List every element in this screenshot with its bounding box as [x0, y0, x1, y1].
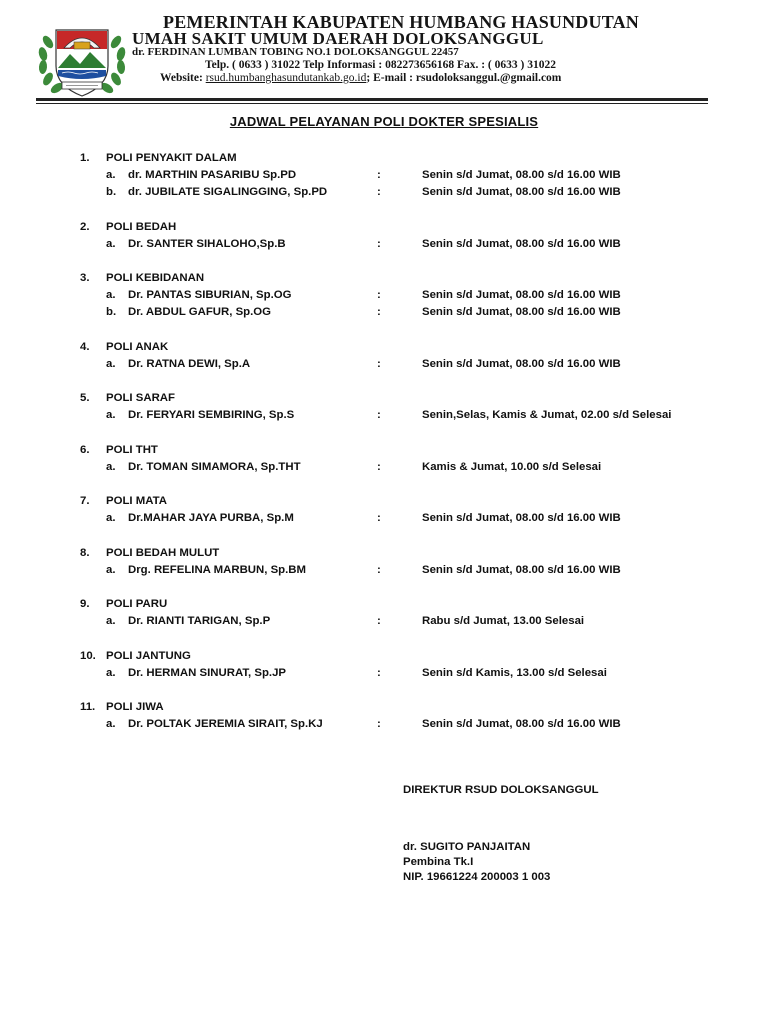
doctor-schedule: Senin s/d Jumat, 08.00 s/d 16.00 WIB — [422, 186, 621, 198]
separator-colon: : — [377, 718, 381, 730]
website-link[interactable]: rsud.humbanghasundutankab.go.id — [205, 72, 367, 84]
doctor-schedule: Senin s/d Kamis, 13.00 s/d Selesai — [422, 666, 607, 679]
schedule-list — [0, 150, 768, 751]
doctor-row — [0, 510, 768, 527]
poli-section — [0, 219, 768, 253]
poli-name: POLI BEDAH — [106, 220, 177, 233]
poli-number: 5. — [80, 392, 90, 404]
separator-colon: : — [377, 237, 381, 250]
poli-number: 4. — [80, 340, 90, 353]
doctor-schedule: Senin s/d Jumat, 08.00 s/d 16.00 WIB — [422, 289, 621, 301]
poli-heading — [0, 339, 768, 356]
doctor-name: dr. MARTHIN PASARIBU Sp.PD — [128, 169, 297, 181]
poli-number: 10. — [80, 649, 96, 662]
document-title: JADWAL PELAYANAN POLI DOKTER SPESIALIS — [229, 114, 539, 129]
poli-name: POLI BEDAH MULUT — [106, 546, 220, 559]
poli-section — [0, 150, 768, 201]
doctor-name: Drg. REFELINA MARBUN, Sp.BM — [128, 563, 307, 576]
doctor-name: Dr. TOMAN SIMAMORA, Sp.THT — [128, 460, 301, 473]
doctor-name: dr. JUBILATE SIGALINGGING, Sp.PD — [128, 186, 328, 198]
letterhead-rule-thin — [36, 103, 708, 104]
doctor-letter: a. — [106, 460, 116, 473]
doctor-name: Dr. RIANTI TARIGAN, Sp.P — [128, 615, 271, 627]
signature-name: dr. SUGITO PANJAITAN — [403, 841, 531, 853]
separator-colon: : — [377, 169, 381, 181]
poli-heading — [0, 493, 768, 510]
doctor-row — [0, 236, 768, 253]
signature-rank: Pembina Tk.I — [403, 856, 474, 868]
doctor-letter: a. — [106, 409, 116, 421]
doctor-row — [0, 167, 768, 184]
poli-section — [0, 339, 768, 373]
doctor-row — [0, 407, 768, 424]
doctor-row — [0, 459, 768, 476]
poli-heading — [0, 442, 768, 459]
doctor-name: Dr. FERYARI SEMBIRING, Sp.S — [128, 409, 295, 421]
separator-colon: : — [377, 512, 381, 524]
doctor-schedule: Senin s/d Jumat, 08.00 s/d 16.00 WIB — [422, 306, 621, 318]
poli-section — [0, 545, 768, 579]
poli-name: POLI SARAF — [106, 392, 175, 404]
separator-colon: : — [377, 289, 381, 301]
poli-heading — [0, 150, 768, 167]
doctor-name: Dr. PANTAS SIBURIAN, Sp.OG — [128, 289, 292, 301]
doctor-letter: a. — [106, 289, 116, 301]
poli-number: 7. — [80, 495, 90, 507]
doctor-row — [0, 184, 768, 201]
poli-section — [0, 390, 768, 424]
doctor-letter: a. — [106, 615, 116, 627]
doctor-name: Dr. POLTAK JEREMIA SIRAIT, Sp.KJ — [128, 718, 323, 730]
letterhead-government-name: PEMERINTAH KABUPATEN HUMBANG HASUNDUTAN — [163, 12, 639, 32]
doctor-letter: b. — [106, 186, 117, 198]
signature-title: DIREKTUR RSUD DOLOKSANGGUL — [403, 784, 599, 796]
email-text: ; E-mail : rsudoloksanggul.@gmail.com — [366, 72, 562, 84]
doctor-name: Dr. SANTER SIHALOHO,Sp.B — [128, 237, 286, 250]
doctor-letter: b. — [106, 306, 117, 318]
doctor-letter: a. — [106, 169, 116, 181]
doctor-row — [0, 613, 768, 630]
poli-number: 1. — [80, 152, 90, 164]
separator-colon: : — [377, 460, 381, 473]
poli-number: 8. — [80, 546, 90, 559]
poli-number: 3. — [80, 272, 90, 284]
poli-heading — [0, 648, 768, 665]
poli-section — [0, 596, 768, 630]
doctor-letter: a. — [106, 666, 116, 679]
doctor-schedule: Senin s/d Jumat, 08.00 s/d 16.00 WIB — [422, 718, 621, 730]
poli-heading — [0, 699, 768, 716]
doctor-row — [0, 716, 768, 733]
doctor-name: Dr.MAHAR JAYA PURBA, Sp.M — [128, 512, 294, 524]
doctor-row — [0, 287, 768, 304]
doctor-letter: a. — [106, 718, 116, 730]
poli-heading — [0, 219, 768, 236]
poli-section — [0, 270, 768, 321]
poli-heading — [0, 270, 768, 287]
poli-name: POLI THT — [106, 443, 158, 456]
doctor-row — [0, 562, 768, 579]
separator-colon: : — [377, 357, 381, 370]
poli-name: POLI PARU — [106, 598, 168, 610]
poli-name: POLI KEBIDANAN — [106, 272, 205, 284]
separator-colon: : — [377, 186, 381, 198]
doctor-schedule: Kamis & Jumat, 10.00 s/d Selesai — [422, 460, 602, 473]
letterhead-hospital-name: UMAH SAKIT UMUM DAERAH DOLOKSANGGUL — [132, 29, 544, 48]
doctor-row — [0, 356, 768, 373]
poli-name: POLI ANAK — [106, 340, 169, 353]
letterhead-contact — [160, 72, 561, 84]
doctor-row — [0, 304, 768, 321]
separator-colon: : — [377, 563, 381, 576]
website-label: Website: — [160, 72, 206, 84]
poli-section — [0, 442, 768, 476]
regency-coat-of-arms-icon — [34, 20, 130, 102]
separator-colon: : — [377, 409, 381, 421]
poli-name: POLI JIWA — [106, 701, 164, 713]
doctor-schedule: Senin s/d Jumat, 08.00 s/d 16.00 WIB — [422, 169, 621, 181]
poli-number: 9. — [80, 598, 90, 610]
letterhead-phone: Telp. ( 0633 ) 31022 Telp Informasi : 082273656168 Fax. : ( 0633 ) 31022 — [205, 59, 556, 71]
poli-section — [0, 493, 768, 527]
poli-number: 6. — [80, 443, 90, 456]
separator-colon: : — [377, 306, 381, 318]
doctor-letter: a. — [106, 563, 116, 576]
doctor-name: Dr. HERMAN SINURAT, Sp.JP — [128, 666, 287, 679]
poli-section — [0, 648, 768, 682]
separator-colon: : — [377, 615, 381, 627]
doctor-row — [0, 665, 768, 682]
letterhead-rule-thick — [36, 98, 708, 101]
poli-name: POLI JANTUNG — [106, 649, 191, 662]
doctor-schedule: Rabu s/d Jumat, 13.00 Selesai — [422, 615, 585, 627]
doctor-letter: a. — [106, 512, 116, 524]
separator-colon: : — [377, 666, 381, 679]
doctor-name: Dr. ABDUL GAFUR, Sp.OG — [128, 306, 272, 318]
poli-name: POLI MATA — [106, 495, 167, 507]
doctor-schedule: Senin s/d Jumat, 08.00 s/d 16.00 WIB — [422, 237, 621, 250]
poli-number: 2. — [80, 220, 90, 233]
doctor-name: Dr. RATNA DEWI, Sp.A — [128, 357, 251, 370]
poli-name: POLI PENYAKIT DALAM — [106, 152, 237, 164]
poli-section — [0, 699, 768, 733]
doctor-letter: a. — [106, 357, 116, 370]
poli-number: 11. — [80, 701, 96, 713]
doctor-schedule: Senin s/d Jumat, 08.00 s/d 16.00 WIB — [422, 563, 621, 576]
letterhead-address: dr. FERDINAN LUMBAN TOBING NO.1 DOLOKSANGGUL 22457 — [132, 46, 459, 58]
signature-nip: NIP. 19661224 200003 1 003 — [403, 871, 551, 883]
letterhead — [0, 0, 768, 110]
doctor-schedule: Senin s/d Jumat, 08.00 s/d 16.00 WIB — [422, 512, 621, 524]
doctor-schedule: Senin s/d Jumat, 08.00 s/d 16.00 WIB — [422, 357, 621, 370]
poli-heading — [0, 545, 768, 562]
poli-heading — [0, 596, 768, 613]
doctor-schedule: Senin,Selas, Kamis & Jumat, 02.00 s/d Selesai — [422, 409, 672, 421]
doctor-letter: a. — [106, 237, 116, 250]
poli-heading — [0, 390, 768, 407]
